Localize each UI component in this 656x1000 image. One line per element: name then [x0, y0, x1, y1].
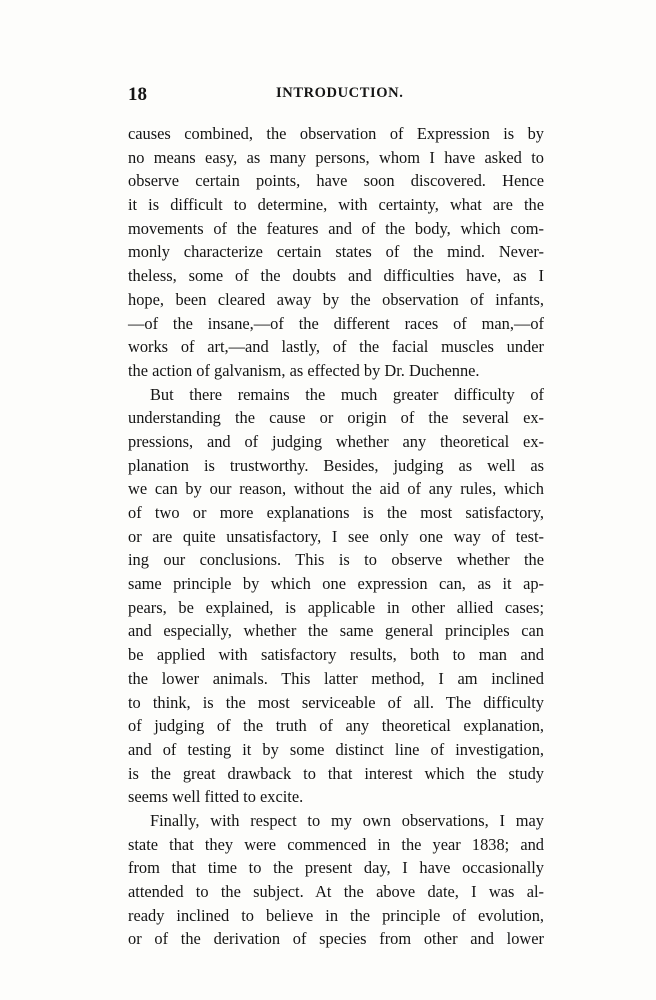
- text-line: of two or more explanations is the most satisfactory,: [128, 503, 544, 522]
- text-line: pressions, and of judging whether any theoretical ex-: [128, 431, 544, 451]
- text-line: and of testing it by some distinct line of investigation,: [128, 739, 544, 759]
- text-line: or are quite unsatisfactory, I see only one way of test-: [128, 526, 544, 546]
- text-line: is the great drawback to that interest which the study: [128, 763, 544, 783]
- text-line: planation is trustworthy. Besides, judging as well as: [128, 455, 544, 475]
- text-line: and especially, whether the same general principles can: [128, 621, 544, 641]
- text-line: ing our conclusions. This is to observe whether the: [128, 550, 544, 570]
- text-line: understanding the cause or origin of the several ex-: [128, 408, 544, 428]
- text-line: seems well fitted to excite.: [128, 787, 304, 807]
- text-line: of judging of the truth of any theoretical explanation,: [128, 716, 544, 736]
- text-line: the action of galvanism, as effected by Dr. Duchenne.: [128, 360, 480, 380]
- text-line: attended to the subject. At the above date, I was al-: [128, 882, 544, 901]
- text-line: pears, be explained, is applicable in other allied cases;: [128, 597, 544, 617]
- page-header: [128, 84, 544, 108]
- text-line: or of the derivation of species from other and lower: [128, 929, 544, 949]
- text-line: to think, is the most serviceable of all. The difficulty: [128, 692, 544, 712]
- text-line: observe certain points, have soon discovered. Hence: [128, 171, 544, 191]
- text-line: ready inclined to believe in the principle of evolution,: [128, 905, 544, 925]
- text-line: —of the insane,—of the different races of man,—of: [128, 313, 544, 333]
- page-number: 18: [128, 84, 147, 105]
- text-line: hope, been cleared away by the observation of infants,: [128, 289, 544, 309]
- text-line: be applied with satisfactory results, both to man and: [128, 645, 544, 665]
- text-line: no means easy, as many persons, whom I have asked to: [128, 147, 544, 167]
- text-line: But there remains the much greater difficulty of: [150, 384, 544, 404]
- text-line: movements of the features and of the body, which com-: [128, 218, 544, 238]
- text-line: it is difficult to determine, with certainty, what are the: [128, 195, 544, 215]
- text-line: theless, some of the doubts and difficulties have, as I: [128, 266, 544, 286]
- text-line: we can by our reason, without the aid of any rules, which: [128, 479, 544, 499]
- body-text: [128, 122, 544, 951]
- text-line: works of art,—and lastly, of the facial muscles under: [128, 337, 544, 357]
- text-line: Finally, with respect to my own observations, I may: [150, 810, 544, 830]
- text-line: the lower animals. This latter method, I am inclined: [128, 668, 544, 688]
- text-line: causes combined, the observation of Expression is by: [128, 124, 544, 143]
- text-line: from that time to the present day, I have occasionally: [128, 858, 544, 878]
- running-head: INTRODUCTION.: [276, 85, 404, 101]
- text-line: same principle by which one expression can, as it ap-: [128, 574, 544, 594]
- text-line: monly characterize certain states of the mind. Never-: [128, 242, 544, 262]
- text-line: state that they were commenced in the year 1838; and: [128, 834, 544, 854]
